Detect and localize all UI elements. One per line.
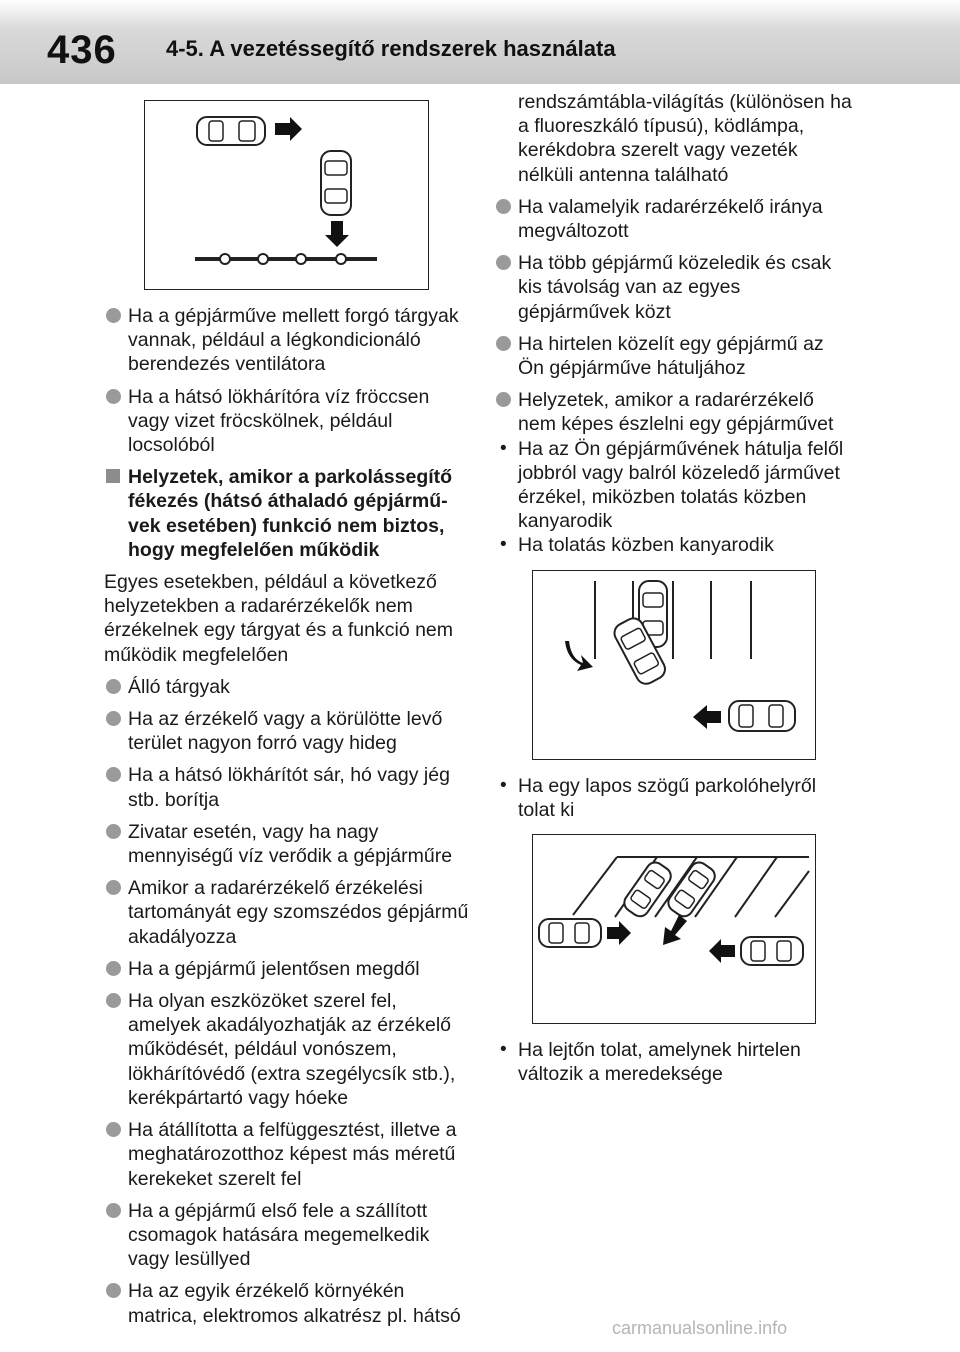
arrow-diagonal-icon: [663, 915, 687, 945]
bullet-icon: [106, 679, 121, 694]
list-item: Helyzetek, amikor a radarérzékelő nem képes észlelni egy gépjárművet: [494, 388, 854, 436]
illustration-turning-reverse: [532, 570, 816, 760]
bullet-icon: [106, 880, 121, 895]
bullet-icon: [106, 767, 121, 782]
list-item: Ha a gépjármű jelentősen megdől: [104, 957, 474, 981]
car-icon: [621, 859, 674, 920]
list-item: Ha a gépjárműve mellett forgó tárgyak vannak, például a légkondicionáló berendezés ventilátora: [104, 304, 474, 377]
list-item: Álló tárgyak: [104, 675, 474, 699]
list-item: Ha olyan eszközöket szerel fel, amelyek akadályozhatják az érzékelő működését, például vonószem, lökhárítóvédő (extra szegélycsík stb.), kerékpártartó vagy hóeke: [104, 989, 474, 1110]
page-number: 436: [47, 28, 117, 72]
bullet-icon: [106, 711, 121, 726]
intro-paragraph: Egyes esetekben, például a következő helyzetekben a radarérzékelők nem érzékelnek egy tárgyat és a funkció nem működik megfelelően: [104, 571, 454, 666]
right-column: [494, 90, 854, 1086]
car-icon: [741, 937, 803, 965]
list-item: Ha a hátsó lökhárítót sár, hó vagy jég stb. borítja: [104, 763, 474, 811]
arrow-right-icon: [607, 921, 631, 945]
list-item: Ha valamelyik radarérzékelő iránya megváltozott: [494, 195, 854, 243]
continued-text: rendszámtábla-világítás (különösen ha a fluoreszkáló típusú), ködlámpa, kerékdobra szerelt vagy vezeték nélküli antenna található: [518, 91, 852, 186]
car-icon: [665, 859, 718, 920]
bullet-icon: [496, 199, 511, 214]
sub-list-item: • Ha az Ön gépjárművének hátulja felől jobbról vagy balról közeledő járművet érzékel, miközben tolatás közben kanyarodik: [500, 437, 844, 533]
car-icon: [539, 919, 601, 947]
arrow-left-icon: [709, 939, 735, 963]
list-item: Ha a gépjármű első fele a szállított csomagok hatására megemelkedik vagy lesüllyed: [104, 1199, 474, 1272]
bullet-icon: [496, 392, 511, 407]
dot-marker-icon: •: [500, 774, 507, 796]
dot-marker-icon: •: [500, 1039, 507, 1061]
bullet-icon: [106, 993, 121, 1008]
arrow-right-icon: [275, 117, 302, 141]
left-column: [104, 90, 474, 1336]
arrow-left-icon: [693, 705, 721, 729]
bullet-icon: [106, 1122, 121, 1137]
square-marker-icon: [106, 469, 120, 483]
watermark: carmanualsonline.info: [612, 1318, 788, 1338]
dot-marker-icon: •: [500, 437, 507, 459]
bullet-icon: [106, 308, 121, 323]
sub-list-item: • Ha lejtőn tolat, amelynek hirtelen változik a meredeksége: [500, 1039, 801, 1086]
parking-illustration-1: [145, 101, 430, 291]
parking-illustration-2: [533, 571, 817, 761]
bullet-icon: [106, 824, 121, 839]
car-icon: [729, 701, 795, 731]
bullet-icon: [496, 255, 511, 270]
bullet-icon: [106, 389, 121, 404]
list-item: Zivatar esetén, vagy ha nagy mennyiségű víz verődik a gépjárműre: [104, 820, 474, 868]
sub-list-item: • Ha tolatás közben kanyarodik: [500, 534, 774, 557]
illustration-angled-parking: [532, 834, 816, 1024]
list-item: Ha több gépjármű közeledik és csak kis távolság van az egyes gépjárművek közt: [494, 251, 854, 324]
list-item: Ha a hátsó lökhárítóra víz fröccsen vagy vizet fröcskölnek, például locsolóból: [104, 385, 474, 458]
bullet-icon: [106, 1203, 121, 1218]
curved-arrow-icon: [565, 641, 593, 671]
list-item: Ha az érzékelő vagy a körülötte levő terület nagyon forró vagy hideg: [104, 707, 474, 755]
sub-list-item: • Ha egy lapos szögű parkolóhelyről tolat ki: [500, 774, 817, 821]
car-icon: [321, 151, 351, 215]
section-title: 4-5. A vezetéssegítő rendszerek használata: [166, 36, 616, 61]
illustration-rotating-object: [144, 100, 429, 290]
bullet-icon: [496, 336, 511, 351]
parking-illustration-3: [533, 835, 817, 1025]
bullet-icon: [106, 1283, 121, 1298]
list-item: Ha az egyik érzékelő környékén matrica, elektromos alkatrész pl. hátsó: [104, 1279, 474, 1327]
car-icon: [197, 117, 265, 145]
list-item: Ha átállította a felfüggesztést, illetve a meghatározotthoz képest más méretű kerekeket szerelt fel: [104, 1118, 474, 1191]
bullet-icon: [106, 961, 121, 976]
list-item: Amikor a radarérzékelő érzékelési tartományát egy szomszédos gépjármű akadályozza: [104, 876, 474, 949]
arrow-down-icon: [325, 221, 349, 247]
subsection-heading: Helyzetek, amikor a parkolássegítő fékezés (hátsó áthaladó gépjármű-vek esetében) funkció nem biztos, hogy megfelelően működik: [104, 465, 474, 562]
dot-marker-icon: •: [500, 534, 507, 556]
list-item: Ha hirtelen közelít egy gépjármű az Ön gépjárműve hátuljához: [494, 332, 854, 380]
